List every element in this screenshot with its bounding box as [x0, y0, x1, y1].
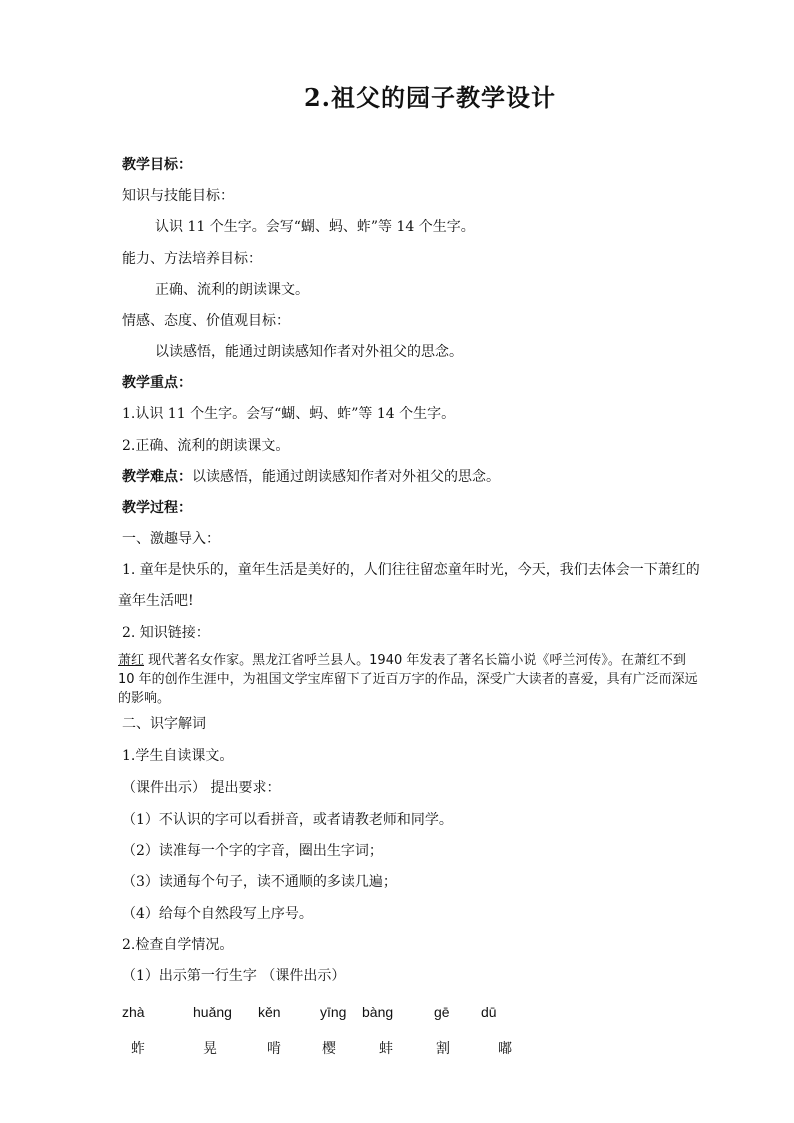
intro-paragraph: 1. 童年是快乐的，童年生活是美好的，人们往往留恋童年时光，今天，我们去体会一下萧红的童年生活吧! — [118, 562, 700, 609]
char-1: 蚱 — [131, 1041, 145, 1057]
pinyin-2: huǎng — [193, 1004, 232, 1020]
key-points-heading: 教学重点： — [122, 375, 192, 391]
emotion-label: 情感、态度、价值观目标： — [122, 313, 290, 329]
requirement-4: （4）给每个自然段写上序号。 — [122, 906, 313, 922]
requirement-3: （3）读通每个句子，读不通顺的多读几遍； — [122, 874, 397, 890]
document-title: 2.祖父的园子教学设计 — [303, 83, 557, 112]
key-point-2: 2.正确、流利的朗读课文。 — [122, 438, 290, 454]
char-2: 晃 — [203, 1041, 217, 1057]
section-2-heading: 二、识字解词 — [122, 716, 206, 732]
author-bio — [118, 651, 706, 708]
author-name: 萧红 — [118, 653, 145, 668]
emotion-text: 以读感悟，能通过朗读感知作者对外祖父的思念。 — [155, 344, 463, 360]
pinyin-4: yīng — [320, 1004, 347, 1020]
ability-label: 能力、方法培养目标： — [122, 251, 262, 267]
difficulty-line — [122, 467, 500, 487]
char-6: 割 — [436, 1041, 450, 1057]
requirement-2: （2）读准每一个字的字音，圈出生字词； — [122, 843, 383, 859]
pinyin-1: zhà — [122, 1004, 145, 1020]
pinyin-3: kěn — [258, 1004, 281, 1020]
pinyin-7: dū — [481, 1004, 497, 1020]
knowledge-label: 知识与技能目标： — [122, 188, 234, 204]
difficulty-label: 教学难点： — [122, 469, 192, 485]
key-point-1: 1.认识 11 个生字。会写“蝴、蚂、蚱”等 14 个生字。 — [122, 406, 456, 422]
ability-text: 正确、流利的朗读课文。 — [155, 282, 309, 298]
courseware-note: （课件出示） 提出要求： — [122, 780, 281, 796]
section-1-heading: 一、激趣导入： — [122, 531, 220, 547]
char-3: 啃 — [267, 1041, 281, 1057]
author-bio-text: 现代著名女作家。黑龙江省呼兰县人。1940 年发表了著名长篇小说《呼兰河传》。在萧红不到 10 年的创作生涯中，为祖国文学宝库留下了近百万字的作品，深受广大读者的喜爱，具有广泛而深远的影响。 — [118, 653, 698, 706]
process-heading: 教学过程： — [122, 500, 192, 516]
show-first-row: （1）出示第一行生字 （课件出示） — [122, 968, 346, 984]
knowledge-link-label: 2. 知识链接： — [122, 625, 210, 641]
step-1: 1.学生自读课文。 — [122, 748, 234, 764]
char-7: 嘟 — [498, 1041, 512, 1057]
char-5: 蚌 — [379, 1041, 393, 1057]
char-4: 樱 — [322, 1041, 336, 1057]
pinyin-5: bàng — [362, 1004, 394, 1020]
pinyin-6: gē — [434, 1004, 450, 1020]
step-2: 2.检查自学情况。 — [122, 937, 234, 953]
difficulty-text: 以读感悟，能通过朗读感知作者对外祖父的思念。 — [192, 469, 500, 485]
requirement-1: （1）不认识的字可以看拼音，或者请教老师和同学。 — [122, 812, 453, 828]
knowledge-text: 认识 11 个生字。会写“蝴、蚂、蚱”等 14 个生字。 — [155, 219, 475, 235]
objectives-heading: 教学目标： — [122, 157, 192, 173]
